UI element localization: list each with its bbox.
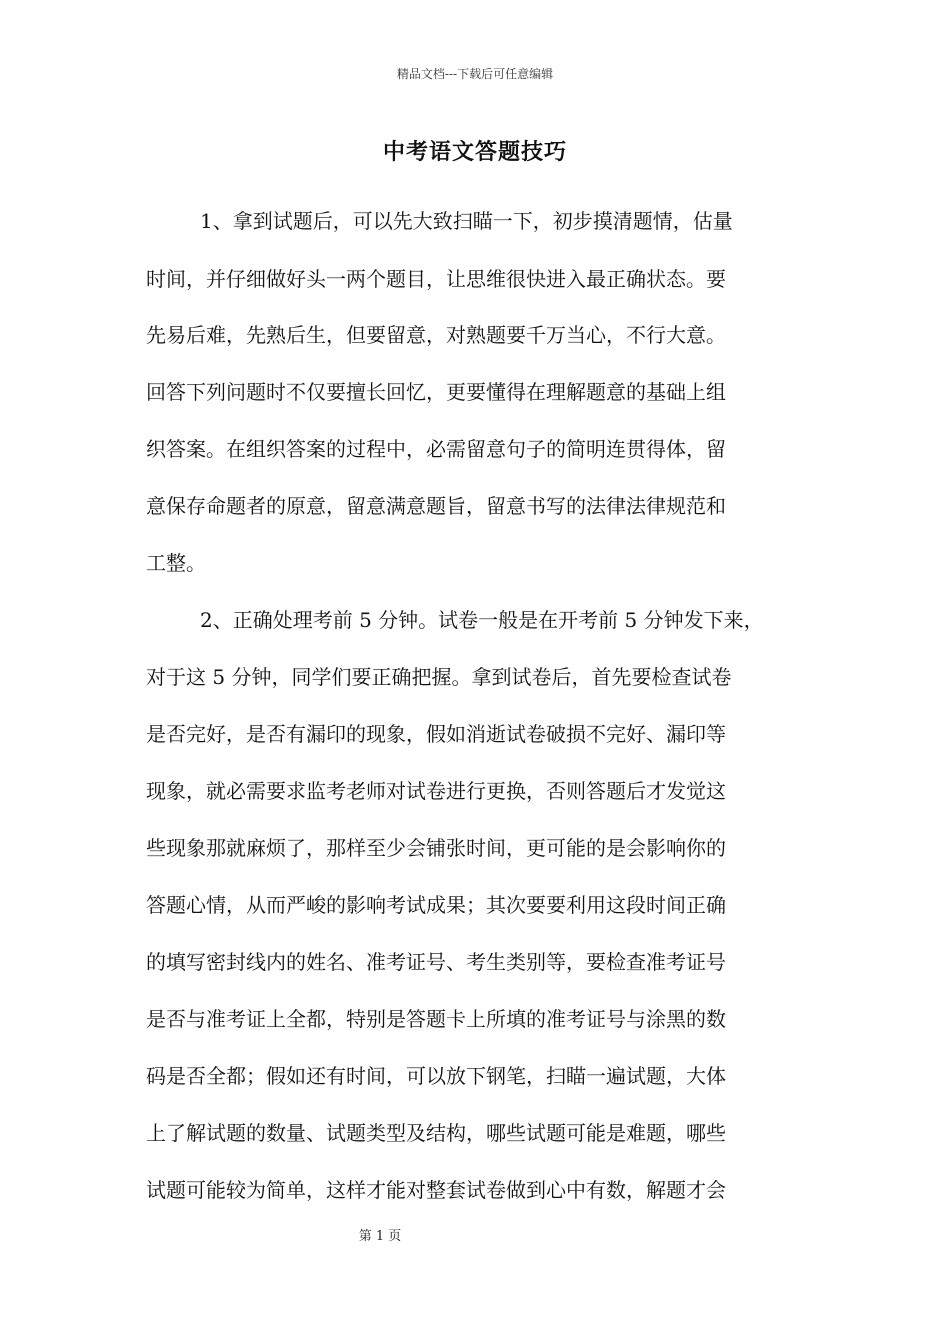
paragraph-2-line-1: 2、正确处理考前 5 分钟。试卷一般是在开考前 5 分钟发下来， bbox=[200, 608, 764, 632]
paragraph-2-line-5: 些现象那就麻烦了，那样至少会铺张时间，更可能的是会影响你的 bbox=[146, 836, 726, 860]
paragraph-1-line-4: 回答下列问题时不仅要擅长回忆，更要懂得在理解题意的基础上组 bbox=[146, 380, 726, 404]
page-number: 第 1 页 bbox=[358, 1229, 402, 1244]
paragraph-2-line-10: 上了解试题的数量、试题类型及结构，哪些试题可能是难题，哪些 bbox=[146, 1121, 726, 1145]
paragraph-2-line-7: 的填写密封线内的姓名、准考证号、考生类别等，要检查准考证号 bbox=[146, 950, 726, 974]
paragraph-2-line-2: 对于这 5 分钟，同学们要正确把握。拿到试卷后，首先要检查试卷 bbox=[146, 665, 732, 689]
paragraph-2-line-4: 现象，就必需要求监考老师对试卷进行更换，否则答题后才发觉这 bbox=[146, 779, 726, 803]
paragraph-2-line-9: 码是否全都；假如还有时间，可以放下钢笔，扫瞄一遍试题，大体 bbox=[146, 1064, 726, 1088]
paragraph-1-line-2: 时间，并仔细做好头一两个题目，让思维很快进入最正确状态。要 bbox=[146, 267, 726, 291]
paragraph-1-line-7: 工整。 bbox=[146, 551, 206, 575]
paragraph-2-line-8: 是否与准考证上全都，特别是答题卡上所填的准考证号与涂黑的数 bbox=[146, 1007, 726, 1031]
paragraph-1-line-3: 先易后难，先熟后生，但要留意，对熟题要千万当心，不行大意。 bbox=[146, 323, 726, 347]
paragraph-1-line-6: 意保存命题者的原意，留意满意题旨，留意书写的法律法律规范和 bbox=[146, 494, 726, 518]
document-title: 中考语文答题技巧 bbox=[382, 139, 567, 165]
paragraph-2-line-3: 是否完好，是否有漏印的现象，假如消逝试卷破损不完好、漏印等 bbox=[146, 722, 726, 746]
page-header-note: 精品文档---下载后可任意编辑 bbox=[396, 67, 554, 81]
paragraph-1-line-5: 织答案。在组织答案的过程中，必需留意句子的简明连贯得体，留 bbox=[146, 437, 726, 461]
paragraph-2-line-11: 试题可能较为简单，这样才能对整套试卷做到心中有数，解题才会 bbox=[146, 1178, 726, 1202]
paragraph-2-line-6: 答题心情，从而严峻的影响考试成果；其次要要利用这段时间正确 bbox=[146, 893, 726, 917]
paragraph-1-line-1: 1、拿到试题后，可以先大致扫瞄一下，初步摸清题情，估量 bbox=[200, 209, 733, 233]
